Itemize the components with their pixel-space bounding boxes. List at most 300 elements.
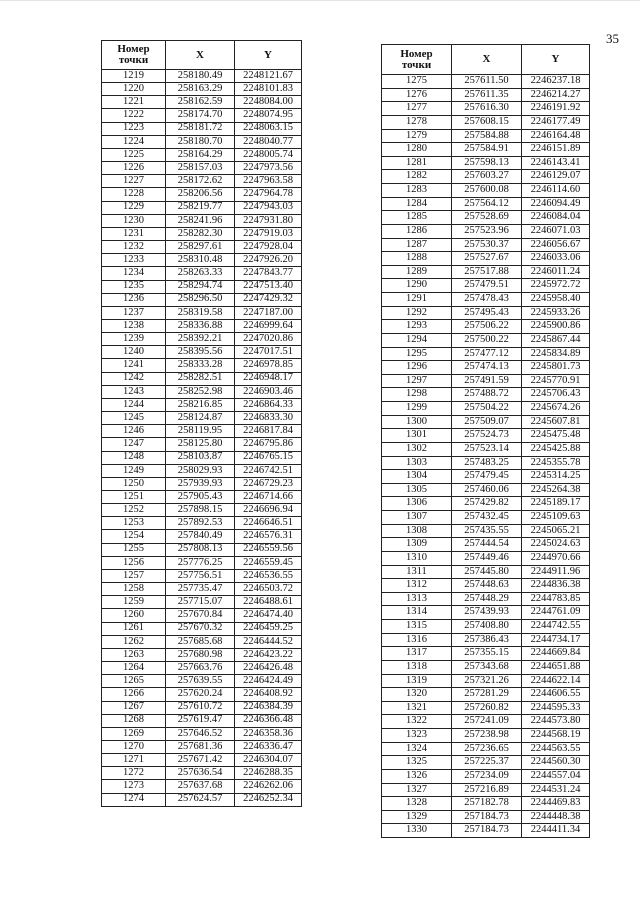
y-coordinate-cell: 2246978.85	[235, 359, 302, 372]
table-row	[382, 456, 590, 470]
x-coordinate-cell: 258103.87	[166, 451, 235, 464]
coordinates-table-right	[381, 44, 590, 838]
point-number-cell: 1251	[102, 491, 166, 504]
y-coordinate-cell: 2246503.72	[235, 583, 302, 596]
point-number-cell: 1292	[382, 306, 452, 320]
table-row	[102, 175, 302, 188]
x-coordinate-cell: 257527.67	[452, 252, 522, 266]
y-coordinate-cell: 2244531.24	[522, 783, 590, 797]
y-coordinate-cell: 2244448.38	[522, 810, 590, 824]
point-number-cell: 1298	[382, 388, 452, 402]
table-header-row	[102, 41, 302, 70]
x-coordinate-cell: 257898.15	[166, 504, 235, 517]
y-coordinate-cell: 2246423.22	[235, 648, 302, 661]
table-row	[102, 780, 302, 793]
x-coordinate-cell: 257680.98	[166, 648, 235, 661]
x-coordinate-cell: 257386.43	[452, 633, 522, 647]
x-coordinate-cell: 257474.13	[452, 361, 522, 375]
x-coordinate-cell: 257530.37	[452, 238, 522, 252]
x-coordinate-cell: 257448.63	[452, 579, 522, 593]
x-coordinate-cell: 258297.61	[166, 241, 235, 254]
table-row	[102, 688, 302, 701]
header-point-line1: Номер	[400, 47, 433, 60]
table-row	[102, 609, 302, 622]
point-number-cell: 1235	[102, 280, 166, 293]
x-coordinate-cell: 257619.47	[166, 714, 235, 727]
table-row	[382, 143, 590, 157]
y-coordinate-cell: 2246864.33	[235, 398, 302, 411]
header-point-line2: точки	[118, 54, 149, 66]
x-coordinate-cell: 257435.55	[452, 524, 522, 538]
table-row	[102, 254, 302, 267]
x-coordinate-cell: 257432.45	[452, 511, 522, 525]
y-coordinate-cell: 2246765.15	[235, 451, 302, 464]
x-coordinate-cell: 257584.88	[452, 129, 522, 143]
header-point-line2: точки	[401, 58, 432, 71]
x-coordinate-cell: 257478.43	[452, 293, 522, 307]
table-row	[102, 96, 302, 109]
y-coordinate-cell: 2247943.03	[235, 201, 302, 214]
y-coordinate-cell: 2245355.78	[522, 456, 590, 470]
y-coordinate-cell: 2246071.03	[522, 224, 590, 238]
table-row	[102, 148, 302, 161]
y-coordinate-cell: 2247017.51	[235, 346, 302, 359]
x-coordinate-cell: 258216.85	[166, 398, 235, 411]
point-number-cell: 1310	[382, 551, 452, 565]
point-number-cell: 1274	[102, 793, 166, 806]
table-row	[102, 135, 302, 148]
x-coordinate-cell: 257184.73	[452, 824, 522, 838]
y-coordinate-cell: 2247843.77	[235, 267, 302, 280]
y-coordinate-cell: 2246288.35	[235, 767, 302, 780]
y-coordinate-cell: 2247020.86	[235, 333, 302, 346]
point-number-cell: 1284	[382, 197, 452, 211]
y-coordinate-cell: 2246143.41	[522, 156, 590, 170]
y-coordinate-cell: 2248101.83	[235, 83, 302, 96]
point-number-cell: 1324	[382, 742, 452, 756]
point-number-cell: 1321	[382, 701, 452, 715]
y-coordinate-cell: 2244911.96	[522, 565, 590, 579]
header-point-number	[102, 41, 166, 70]
point-number-cell: 1317	[382, 647, 452, 661]
y-coordinate-cell: 2248040.77	[235, 135, 302, 148]
point-number-cell: 1314	[382, 606, 452, 620]
table-body	[102, 70, 302, 807]
point-number-cell: 1323	[382, 729, 452, 743]
x-coordinate-cell: 257610.72	[166, 701, 235, 714]
page-number: 35	[606, 31, 619, 46]
table-row	[102, 648, 302, 661]
header-y: Y	[522, 45, 590, 75]
point-number-cell: 1268	[102, 714, 166, 727]
y-coordinate-cell: 2246191.92	[522, 102, 590, 116]
point-number-cell: 1260	[102, 609, 166, 622]
y-coordinate-cell: 2246164.48	[522, 129, 590, 143]
y-coordinate-cell: 2244836.38	[522, 579, 590, 593]
x-coordinate-cell: 258392.21	[166, 333, 235, 346]
table-row	[102, 530, 302, 543]
point-number-cell: 1238	[102, 319, 166, 332]
y-coordinate-cell: 2246426.48	[235, 662, 302, 675]
x-coordinate-cell: 257355.15	[452, 647, 522, 661]
table-row	[102, 385, 302, 398]
point-number-cell: 1256	[102, 556, 166, 569]
y-coordinate-cell: 2246459.25	[235, 622, 302, 635]
point-number-cell: 1294	[382, 333, 452, 347]
y-coordinate-cell: 2246252.34	[235, 793, 302, 806]
table-row	[382, 279, 590, 293]
y-coordinate-cell: 2244970.66	[522, 551, 590, 565]
y-coordinate-cell: 2246011.24	[522, 265, 590, 279]
point-number-cell: 1327	[382, 783, 452, 797]
x-coordinate-cell: 257509.07	[452, 415, 522, 429]
point-number-cell: 1318	[382, 660, 452, 674]
point-number-cell: 1302	[382, 442, 452, 456]
table-row	[102, 109, 302, 122]
x-coordinate-cell: 257225.37	[452, 756, 522, 770]
table-row	[102, 214, 302, 227]
table-row	[102, 543, 302, 556]
point-number-cell: 1249	[102, 464, 166, 477]
y-coordinate-cell: 2246056.67	[522, 238, 590, 252]
point-number-cell: 1275	[382, 75, 452, 89]
x-coordinate-cell: 257483.25	[452, 456, 522, 470]
x-coordinate-cell: 257517.88	[452, 265, 522, 279]
y-coordinate-cell: 2247931.80	[235, 214, 302, 227]
table-row	[102, 740, 302, 753]
table-row	[102, 451, 302, 464]
y-coordinate-cell: 2245867.44	[522, 333, 590, 347]
y-coordinate-cell: 2247919.03	[235, 227, 302, 240]
y-coordinate-cell: 2246833.30	[235, 412, 302, 425]
table-row	[102, 675, 302, 688]
point-number-cell: 1226	[102, 162, 166, 175]
table-row	[382, 742, 590, 756]
x-coordinate-cell: 257448.29	[452, 592, 522, 606]
point-number-cell: 1234	[102, 267, 166, 280]
x-coordinate-cell: 257429.82	[452, 497, 522, 511]
table-row	[382, 442, 590, 456]
table-row	[102, 635, 302, 648]
x-coordinate-cell: 258174.70	[166, 109, 235, 122]
x-coordinate-cell: 258252.98	[166, 385, 235, 398]
table-row	[382, 402, 590, 416]
y-coordinate-cell: 2248121.67	[235, 70, 302, 83]
x-coordinate-cell: 257624.57	[166, 793, 235, 806]
header-y: Y	[235, 41, 302, 70]
table-row	[382, 701, 590, 715]
x-coordinate-cell: 257238.98	[452, 729, 522, 743]
point-number-cell: 1219	[102, 70, 166, 83]
point-number-cell: 1320	[382, 688, 452, 702]
point-number-cell: 1311	[382, 565, 452, 579]
table-row	[382, 729, 590, 743]
x-coordinate-cell: 257216.89	[452, 783, 522, 797]
table-row	[382, 361, 590, 375]
y-coordinate-cell: 2247928.04	[235, 241, 302, 254]
table-row	[102, 754, 302, 767]
y-coordinate-cell: 2244761.09	[522, 606, 590, 620]
table-row	[102, 359, 302, 372]
point-number-cell: 1285	[382, 211, 452, 225]
y-coordinate-cell: 2245770.91	[522, 374, 590, 388]
x-coordinate-cell: 258181.72	[166, 122, 235, 135]
table-row	[102, 280, 302, 293]
y-coordinate-cell: 2244411.34	[522, 824, 590, 838]
y-coordinate-cell: 2244783.85	[522, 592, 590, 606]
y-coordinate-cell: 2245607.81	[522, 415, 590, 429]
y-coordinate-cell: 2247187.00	[235, 306, 302, 319]
y-coordinate-cell: 2246536.55	[235, 569, 302, 582]
x-coordinate-cell: 257528.69	[452, 211, 522, 225]
table-row	[382, 579, 590, 593]
table-row	[102, 267, 302, 280]
table-row	[102, 346, 302, 359]
point-number-cell: 1295	[382, 347, 452, 361]
point-number-cell: 1304	[382, 470, 452, 484]
table-row	[382, 470, 590, 484]
point-number-cell: 1288	[382, 252, 452, 266]
table-row	[102, 122, 302, 135]
x-coordinate-cell: 257260.82	[452, 701, 522, 715]
x-coordinate-cell: 257182.78	[452, 797, 522, 811]
y-coordinate-cell: 2246488.61	[235, 596, 302, 609]
x-coordinate-cell: 257611.35	[452, 88, 522, 102]
x-coordinate-cell: 257637.68	[166, 780, 235, 793]
point-number-cell: 1305	[382, 483, 452, 497]
point-number-cell: 1271	[102, 754, 166, 767]
table-row	[102, 556, 302, 569]
y-coordinate-cell: 2245834.89	[522, 347, 590, 361]
y-coordinate-cell: 2245264.38	[522, 483, 590, 497]
point-number-cell: 1277	[382, 102, 452, 116]
table-row	[382, 88, 590, 102]
table-row	[102, 333, 302, 346]
y-coordinate-cell: 2246129.07	[522, 170, 590, 184]
table-row	[382, 633, 590, 647]
point-number-cell: 1264	[102, 662, 166, 675]
y-coordinate-cell: 2246033.06	[522, 252, 590, 266]
table-row	[382, 252, 590, 266]
point-number-cell: 1222	[102, 109, 166, 122]
y-coordinate-cell: 2244742.55	[522, 620, 590, 634]
table-row	[102, 83, 302, 96]
y-coordinate-cell: 2245065.21	[522, 524, 590, 538]
table-row	[382, 333, 590, 347]
table-row	[102, 425, 302, 438]
point-number-cell: 1308	[382, 524, 452, 538]
table-row	[382, 415, 590, 429]
point-number-cell: 1244	[102, 398, 166, 411]
x-coordinate-cell: 257939.93	[166, 477, 235, 490]
y-coordinate-cell: 2244557.04	[522, 769, 590, 783]
point-number-cell: 1282	[382, 170, 452, 184]
y-coordinate-cell: 2247429.32	[235, 293, 302, 306]
y-coordinate-cell: 2246177.49	[522, 115, 590, 129]
table-row	[382, 238, 590, 252]
x-coordinate-cell: 258163.29	[166, 83, 235, 96]
point-number-cell: 1255	[102, 543, 166, 556]
table-row	[102, 727, 302, 740]
y-coordinate-cell: 2244651.88	[522, 660, 590, 674]
y-coordinate-cell: 2245706.43	[522, 388, 590, 402]
point-number-cell: 1307	[382, 511, 452, 525]
point-number-cell: 1315	[382, 620, 452, 634]
x-coordinate-cell: 258206.56	[166, 188, 235, 201]
point-number-cell: 1299	[382, 402, 452, 416]
header-point-number	[382, 45, 452, 75]
header-x: X	[166, 41, 235, 70]
x-coordinate-cell: 257905.43	[166, 491, 235, 504]
x-coordinate-cell: 258282.30	[166, 227, 235, 240]
table-row	[382, 320, 590, 334]
point-number-cell: 1328	[382, 797, 452, 811]
x-coordinate-cell: 257584.91	[452, 143, 522, 157]
point-number-cell: 1257	[102, 569, 166, 582]
table-row	[382, 102, 590, 116]
point-number-cell: 1232	[102, 241, 166, 254]
y-coordinate-cell: 2244669.84	[522, 647, 590, 661]
y-coordinate-cell: 2245674.26	[522, 402, 590, 416]
table-row	[382, 211, 590, 225]
x-coordinate-cell: 257671.42	[166, 754, 235, 767]
x-coordinate-cell: 258164.29	[166, 148, 235, 161]
point-number-cell: 1253	[102, 517, 166, 530]
table-row	[382, 551, 590, 565]
point-number-cell: 1221	[102, 96, 166, 109]
y-coordinate-cell: 2246474.40	[235, 609, 302, 622]
y-coordinate-cell: 2246948.17	[235, 372, 302, 385]
y-coordinate-cell: 2246576.31	[235, 530, 302, 543]
table-row	[102, 622, 302, 635]
point-number-cell: 1227	[102, 175, 166, 188]
x-coordinate-cell: 257715.07	[166, 596, 235, 609]
table-row	[382, 129, 590, 143]
y-coordinate-cell: 2246408.92	[235, 688, 302, 701]
x-coordinate-cell: 258180.49	[166, 70, 235, 83]
point-number-cell: 1252	[102, 504, 166, 517]
x-coordinate-cell: 257488.72	[452, 388, 522, 402]
table-row	[382, 388, 590, 402]
point-number-cell: 1230	[102, 214, 166, 227]
coordinates-table-left	[101, 40, 302, 807]
x-coordinate-cell: 258336.88	[166, 319, 235, 332]
y-coordinate-cell: 2248063.15	[235, 122, 302, 135]
x-coordinate-cell: 258124.87	[166, 412, 235, 425]
x-coordinate-cell: 257663.76	[166, 662, 235, 675]
table-row	[382, 565, 590, 579]
y-coordinate-cell: 2246262.06	[235, 780, 302, 793]
table-row	[102, 398, 302, 411]
x-coordinate-cell: 258263.33	[166, 267, 235, 280]
x-coordinate-cell: 257685.68	[166, 635, 235, 648]
y-coordinate-cell: 2245900.86	[522, 320, 590, 334]
x-coordinate-cell: 257598.13	[452, 156, 522, 170]
x-coordinate-cell: 258294.74	[166, 280, 235, 293]
y-coordinate-cell: 2247513.40	[235, 280, 302, 293]
y-coordinate-cell: 2245024.63	[522, 538, 590, 552]
table-row	[382, 592, 590, 606]
point-number-cell: 1280	[382, 143, 452, 157]
point-number-cell: 1272	[102, 767, 166, 780]
y-coordinate-cell: 2244734.17	[522, 633, 590, 647]
x-coordinate-cell: 257524.73	[452, 429, 522, 443]
x-coordinate-cell: 257460.06	[452, 483, 522, 497]
x-coordinate-cell: 257608.15	[452, 115, 522, 129]
table-row	[382, 606, 590, 620]
table-row	[102, 701, 302, 714]
table-row	[102, 412, 302, 425]
x-coordinate-cell: 257495.43	[452, 306, 522, 320]
x-coordinate-cell: 257449.46	[452, 551, 522, 565]
table-row	[382, 511, 590, 525]
point-number-cell: 1287	[382, 238, 452, 252]
y-coordinate-cell: 2246084.04	[522, 211, 590, 225]
x-coordinate-cell: 257611.50	[452, 75, 522, 89]
x-coordinate-cell: 257500.22	[452, 333, 522, 347]
y-coordinate-cell: 2246424.49	[235, 675, 302, 688]
y-coordinate-cell: 2244568.19	[522, 729, 590, 743]
y-coordinate-cell: 2246646.51	[235, 517, 302, 530]
y-coordinate-cell: 2245189.17	[522, 497, 590, 511]
table-header-row	[382, 45, 590, 75]
x-coordinate-cell: 258029.93	[166, 464, 235, 477]
table-row	[102, 583, 302, 596]
table-row	[102, 241, 302, 254]
x-coordinate-cell: 257892.53	[166, 517, 235, 530]
y-coordinate-cell: 2246729.23	[235, 477, 302, 490]
y-coordinate-cell: 2245425.88	[522, 442, 590, 456]
table-row	[382, 224, 590, 238]
point-number-cell: 1220	[102, 83, 166, 96]
point-number-cell: 1286	[382, 224, 452, 238]
point-number-cell: 1259	[102, 596, 166, 609]
point-number-cell: 1248	[102, 451, 166, 464]
x-coordinate-cell: 257523.96	[452, 224, 522, 238]
y-coordinate-cell: 2246559.45	[235, 556, 302, 569]
x-coordinate-cell: 257506.22	[452, 320, 522, 334]
point-number-cell: 1263	[102, 648, 166, 661]
point-number-cell: 1250	[102, 477, 166, 490]
table-row	[102, 438, 302, 451]
point-number-cell: 1270	[102, 740, 166, 753]
point-number-cell: 1243	[102, 385, 166, 398]
point-number-cell: 1236	[102, 293, 166, 306]
point-number-cell: 1265	[102, 675, 166, 688]
point-number-cell: 1313	[382, 592, 452, 606]
y-coordinate-cell: 2248005.74	[235, 148, 302, 161]
x-coordinate-cell: 257439.93	[452, 606, 522, 620]
table-row	[102, 227, 302, 240]
x-coordinate-cell: 258395.56	[166, 346, 235, 359]
y-coordinate-cell: 2246237.18	[522, 75, 590, 89]
point-number-cell: 1231	[102, 227, 166, 240]
y-coordinate-cell: 2247926.20	[235, 254, 302, 267]
y-coordinate-cell: 2246742.51	[235, 464, 302, 477]
point-number-cell: 1261	[102, 622, 166, 635]
y-coordinate-cell: 2244622.14	[522, 674, 590, 688]
x-coordinate-cell: 257479.45	[452, 470, 522, 484]
point-number-cell: 1301	[382, 429, 452, 443]
x-coordinate-cell: 258119.95	[166, 425, 235, 438]
x-coordinate-cell: 258162.59	[166, 96, 235, 109]
y-coordinate-cell: 2247973.56	[235, 162, 302, 175]
y-coordinate-cell: 2246714.66	[235, 491, 302, 504]
point-number-cell: 1281	[382, 156, 452, 170]
point-number-cell: 1326	[382, 769, 452, 783]
table-row	[102, 569, 302, 582]
x-coordinate-cell: 257281.29	[452, 688, 522, 702]
